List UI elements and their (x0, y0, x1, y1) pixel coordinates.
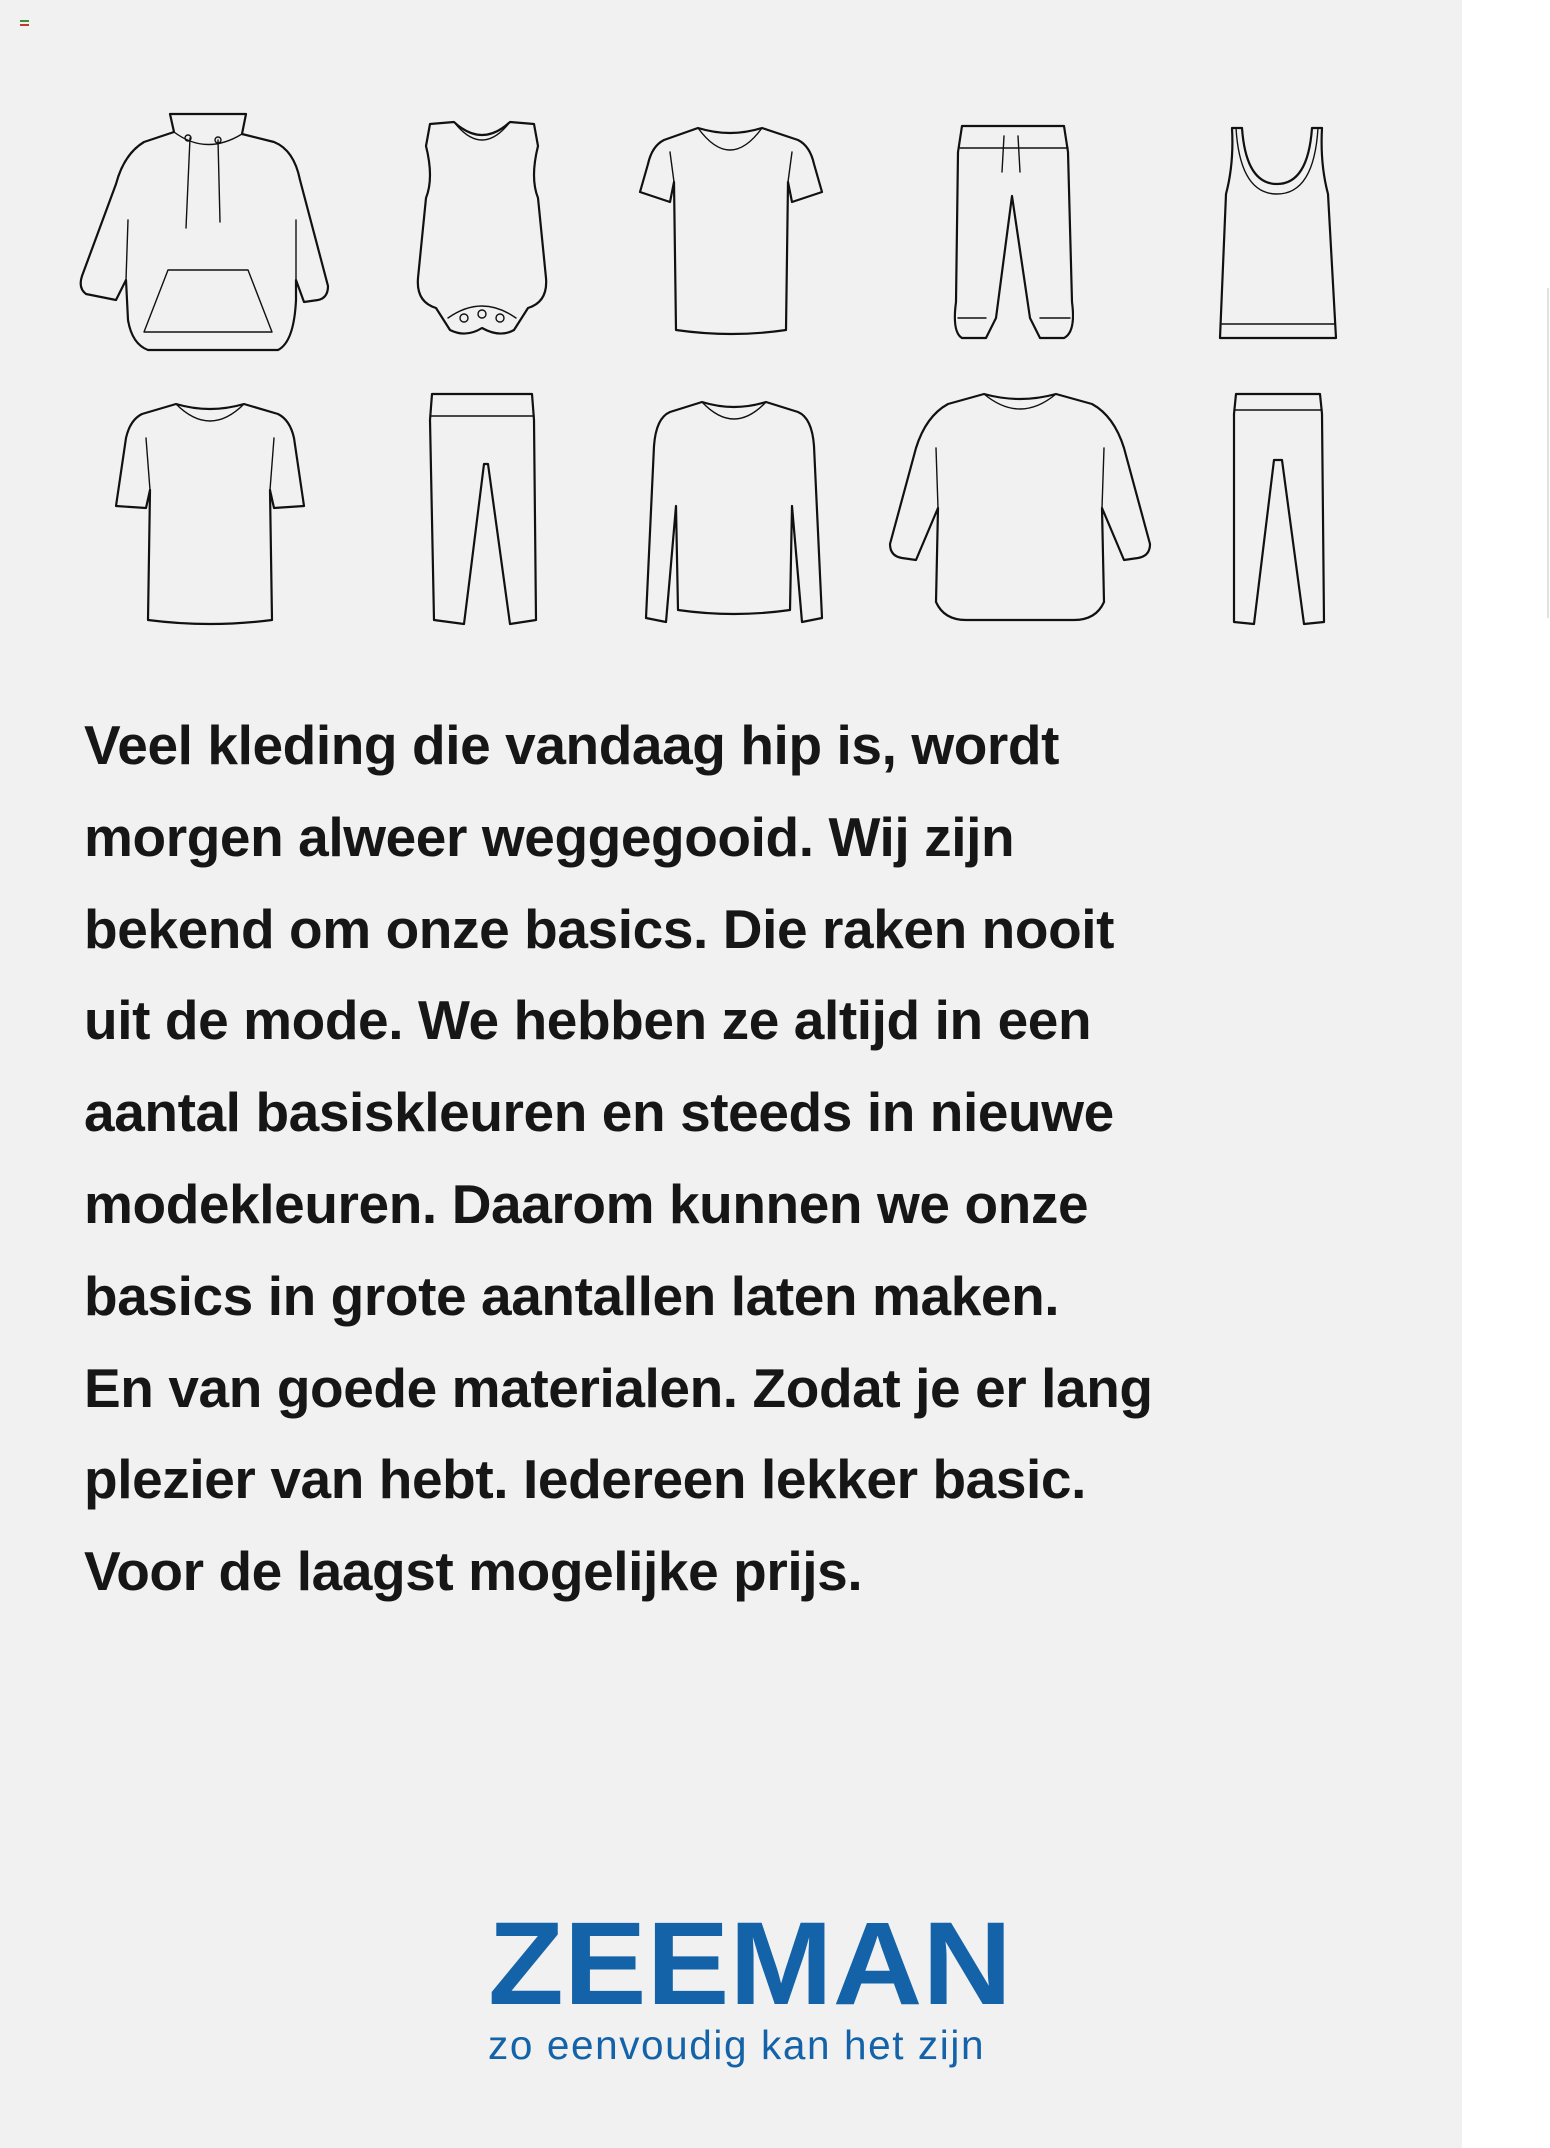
zeeman-logo (488, 1912, 1012, 2012)
body-line: modekleuren. Daarom kunnen we onze (84, 1172, 1089, 1235)
longsleeve-icon (642, 396, 828, 630)
tshirt-icon (638, 122, 824, 340)
body-line: Veel kleding die vandaag hip is, wordt (84, 714, 1060, 776)
body-line: plezier van hebt. Iedereen lekker basic. (84, 1448, 1086, 1511)
leggings-icon (1228, 390, 1328, 630)
page-edge-line (1547, 288, 1549, 618)
brand-tagline: zo eenvoudig kan het zijn (488, 2022, 986, 2068)
baby-bodysuit-icon (410, 118, 554, 344)
body-line: uit de mode. We hebben ze altijd in een (84, 989, 1092, 1052)
body-line: morgen alweer weggegooid. Wij zijn (84, 805, 1015, 868)
tshirt-icon (114, 398, 306, 628)
brand-wordmark: ZEEMAN (488, 1912, 1012, 2012)
body-line: bekend om onze basics. Die raken nooit (84, 897, 1115, 960)
body-line: basics in grote aantallen laten maken. (84, 1264, 1060, 1327)
body-line: En van goede materialen. Zodat je er lang (84, 1356, 1153, 1419)
hoodie-icon (78, 110, 332, 354)
jogging-pants-icon (952, 122, 1074, 344)
body-line: aantal basiskleuren en steeds in nieuwe (84, 1081, 1114, 1144)
corner-mark-icon (20, 20, 29, 27)
body-paragraph (84, 700, 1384, 1618)
tank-top-icon (1214, 124, 1340, 344)
trousers-icon (424, 390, 540, 630)
body-line: Voor de laagst mogelijke prijs. (84, 1540, 863, 1603)
sweater-icon (888, 388, 1152, 626)
